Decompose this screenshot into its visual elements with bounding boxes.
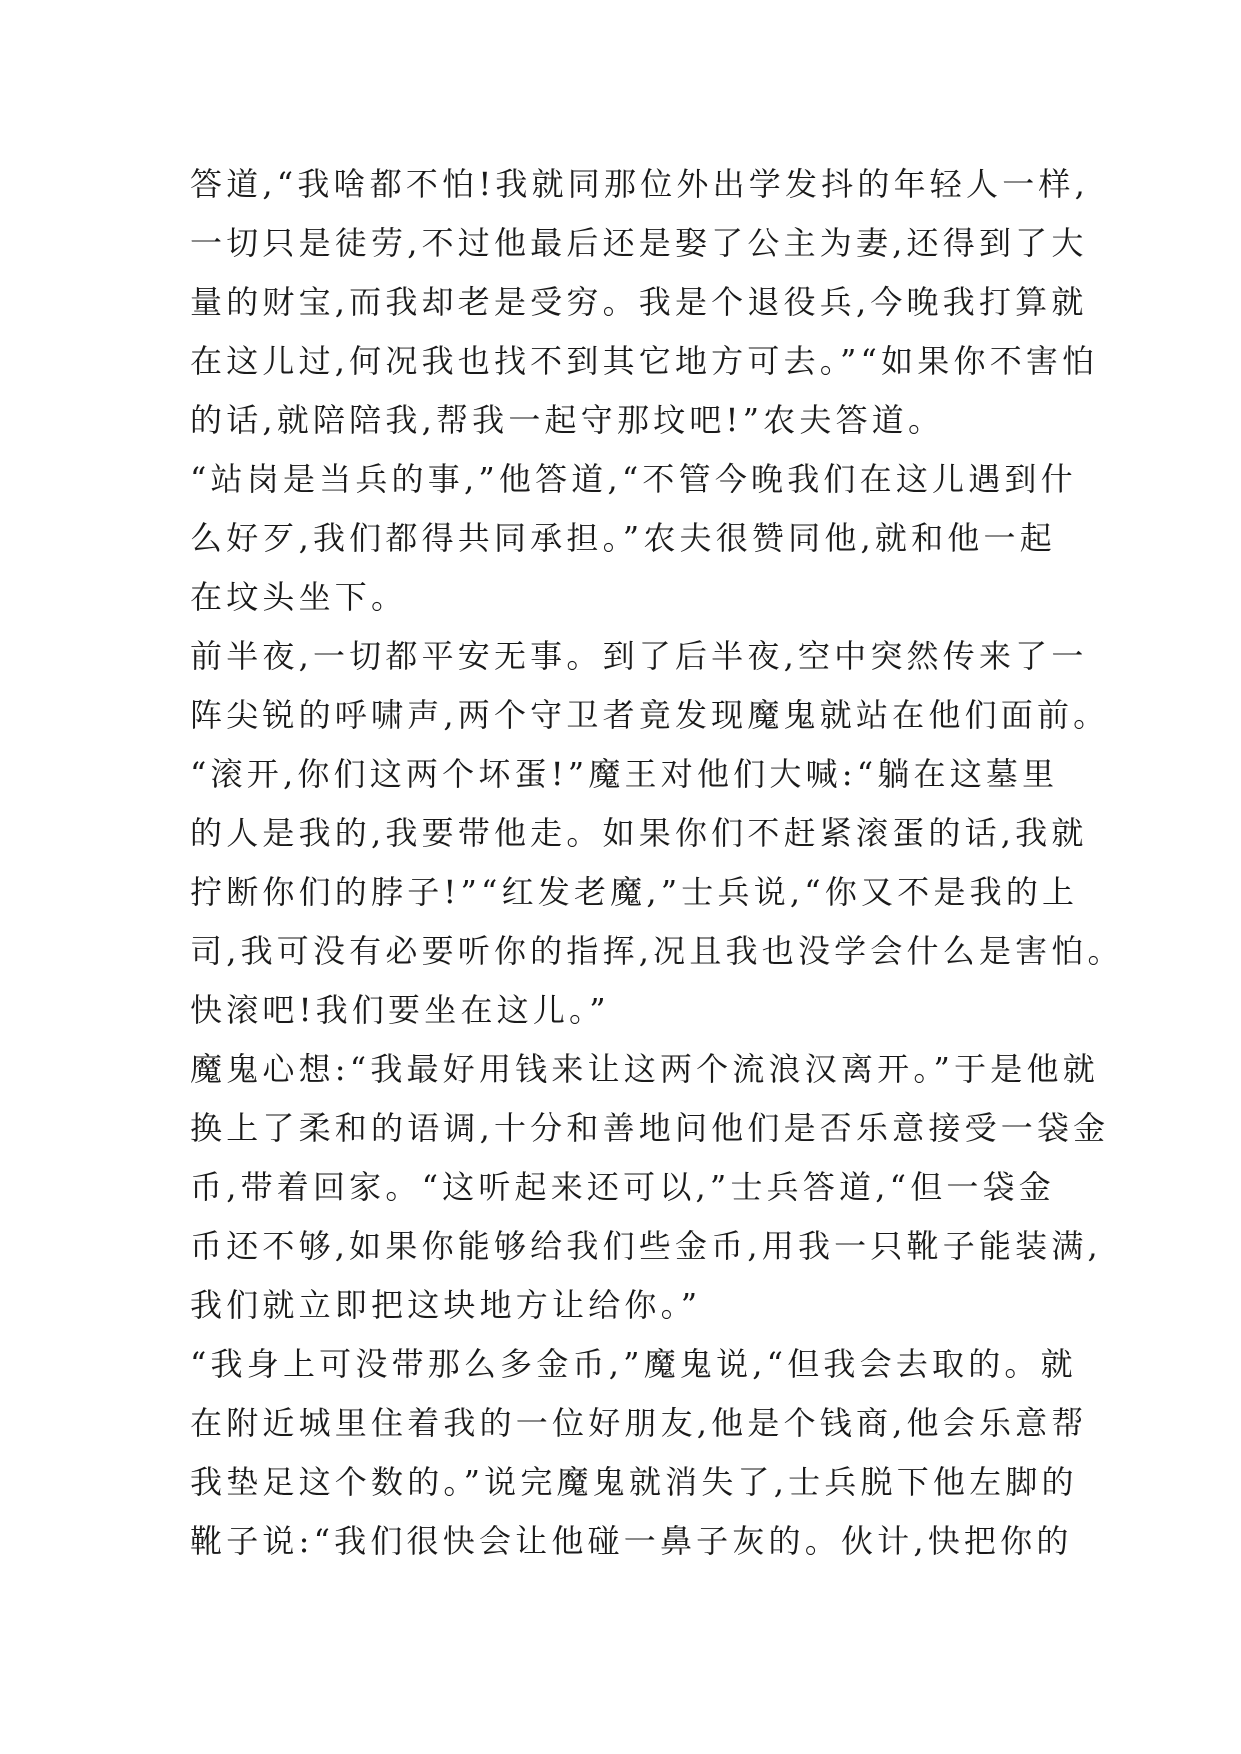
text-line: “我身上可没带那么多金币,”魔鬼说,“但我会去取的。就 [190,1345,1077,1383]
text-line: 答道,“我啥都不怕!我就同那位外出学发抖的年轻人一样, [190,165,1089,203]
text-line: 阵尖锐的呼啸声,两个守卫者竟发现魔鬼就站在他们面前。 [190,696,1110,734]
text-line: 的话,就陪陪我,帮我一起守那坟吧!”农夫答道。 [190,401,945,439]
text-line: “滚开,你们这两个坏蛋!”魔王对他们大喊:“躺在这墓里 [190,755,1059,793]
text-line: 币还不够,如果你能够给我们些金币,用我一只靴子能装满, [190,1227,1102,1265]
text-line: 在附近城里住着我的一位好朋友,他是个钱商,他会乐意帮 [190,1404,1088,1442]
text-line: 一切只是徒劳,不过他最后还是娶了公主为妻,还得到了大 [190,224,1088,262]
text-line: 换上了柔和的语调,十分和善地问他们是否乐意接受一袋金 [190,1109,1110,1147]
text-line: 我们就立即把这块地方让给你。” [190,1286,702,1324]
text-line: 前半夜,一切都平安无事。到了后半夜,空中突然传来了一 [190,637,1088,675]
body-text [190,155,1124,1571]
text-line: 我垫足这个数的。”说完魔鬼就消失了,士兵脱下他左脚的 [190,1463,1078,1501]
text-line: 靴子说:“我们很快会让他碰一鼻子灰的。伙计,快把你的 [190,1522,1073,1560]
text-line: 么好歹,我们都得共同承担。”农夫很赞同他,就和他一起 [190,519,1056,557]
text-line: 币,带着回家。“这听起来还可以,”士兵答道,“但一袋金 [190,1168,1055,1206]
text-line: 的人是我的,我要带他走。如果你们不赶紧滚蛋的话,我就 [190,814,1088,852]
text-line: 拧断你们的脖子!”“红发老魔,”士兵说,“你又不是我的上 [190,873,1079,911]
text-line: 魔鬼心想:“我最好用钱来让这两个流浪汉离开。”于是他就 [190,1050,1099,1088]
text-line: 在坟头坐下。 [190,578,408,616]
text-line: 司,我可没有必要听你的指挥,况且我也没学会什么是害怕。 [190,932,1124,970]
text-line: 快滚吧!我们要坐在这儿。” [190,991,610,1029]
text-line: 量的财宝,而我却老是受穷。我是个退役兵,今晚我打算就 [190,283,1088,321]
text-line: 在这儿过,何况我也找不到其它地方可去。”“如果你不害怕 [190,342,1099,380]
text-line: “站岗是当兵的事,”他答道,“不管今晚我们在这儿遇到什 [190,460,1077,498]
